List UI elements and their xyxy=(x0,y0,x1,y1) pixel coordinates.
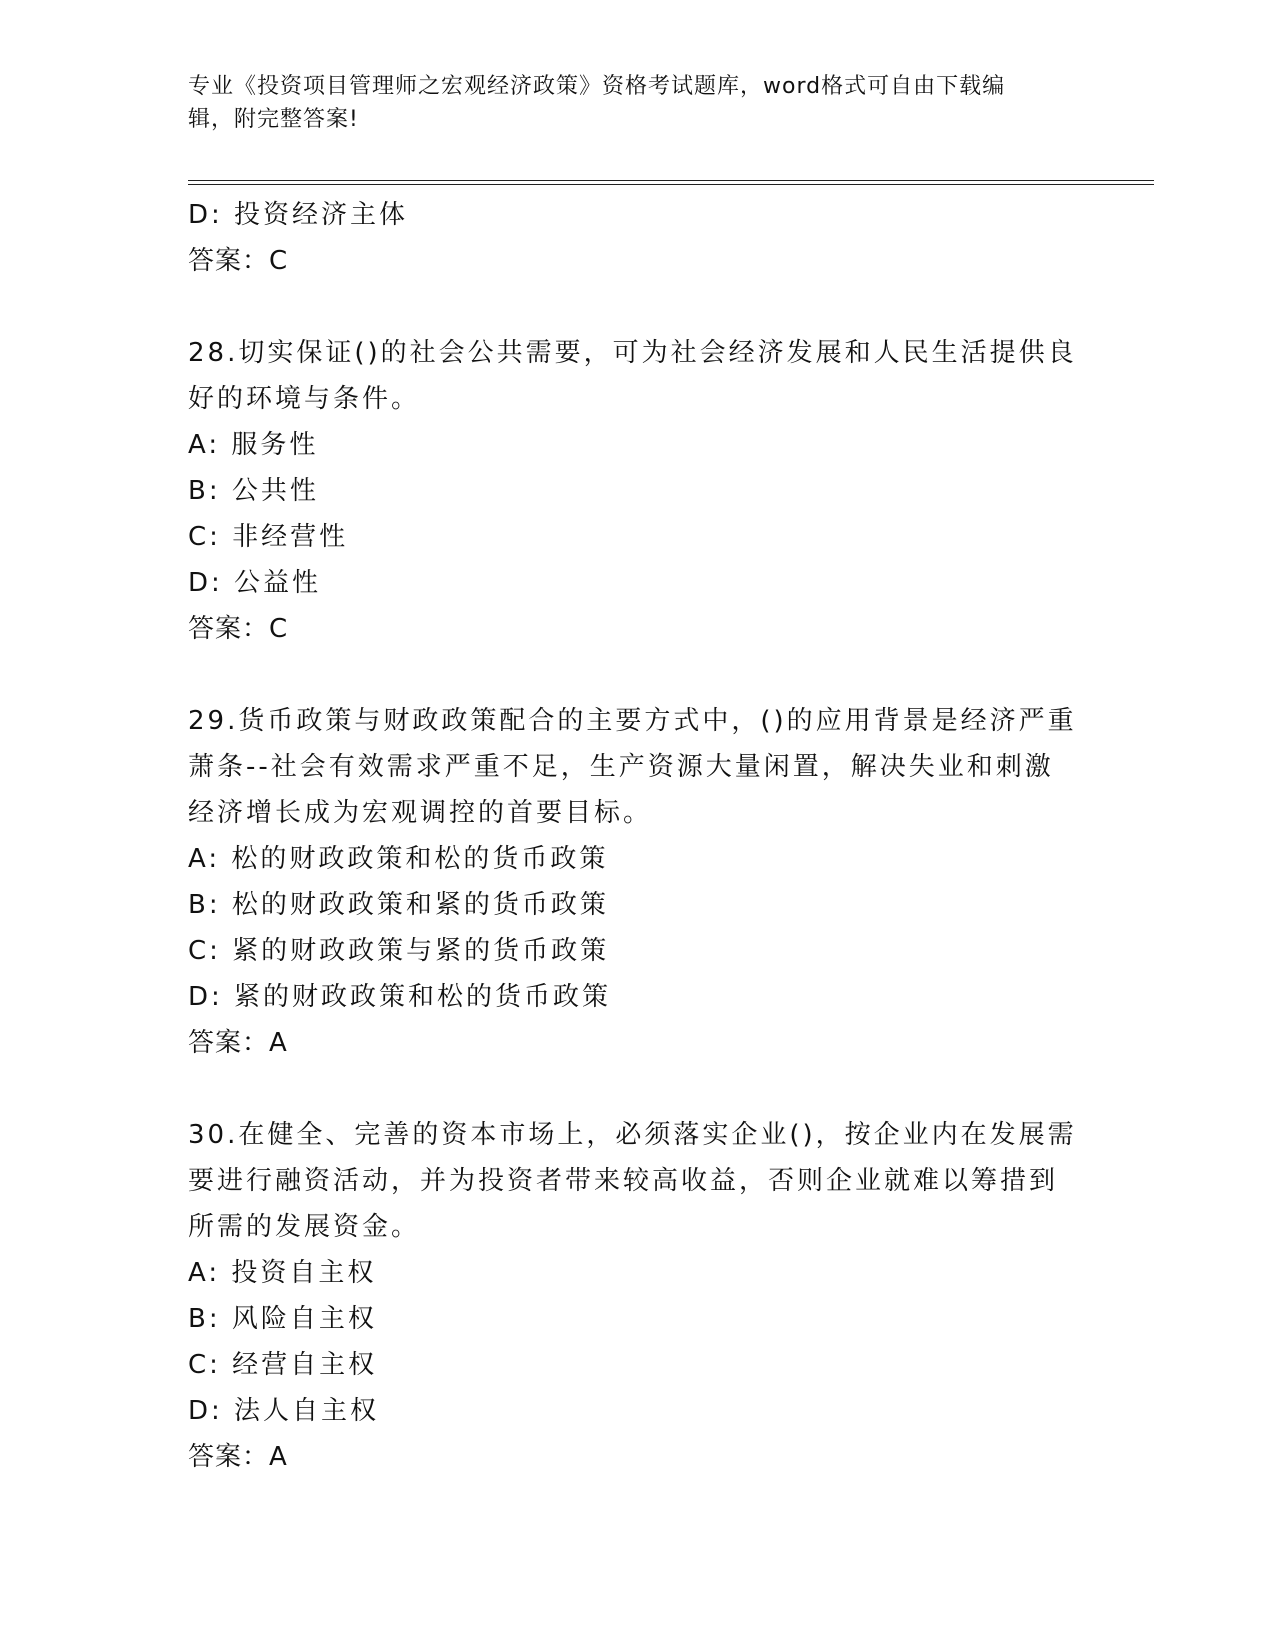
option-b: B: 松的财政政策和紧的货币政策 xyxy=(188,890,609,920)
option-b: B: 公共性 xyxy=(188,476,319,506)
question-28 xyxy=(188,330,1088,652)
option-a: A: 松的财政政策和松的货币政策 xyxy=(188,844,609,874)
question-30 xyxy=(188,1112,1088,1480)
option-d: D: 公益性 xyxy=(188,568,322,598)
option-c: C: 经营自主权 xyxy=(188,1350,378,1380)
answer: 答案：A xyxy=(188,1442,288,1472)
header-rule-top xyxy=(188,180,1154,181)
answer: 答案：A xyxy=(188,1028,288,1058)
option-a: A: 服务性 xyxy=(188,430,319,460)
header-line-1: 专业《投资项目管理师之宏观经济政策》资格考试题库，word格式可自由下载编 xyxy=(188,74,1006,99)
question-list xyxy=(188,192,1088,1480)
answer: 答案：C xyxy=(188,614,289,644)
spacer xyxy=(188,1066,1088,1112)
question-stem: 30.在健全、完善的资本市场上，必须落实企业()，按企业内在发展需要进行融资活动，并为投资者带来较高收益，否则企业就难以筹措到所需的发展资金。 xyxy=(188,1120,1077,1242)
option-c: C: 紧的财政政策与紧的货币政策 xyxy=(188,936,610,966)
header-line-2: 辑，附完整答案! xyxy=(188,107,359,132)
question-stem: 29.货币政策与财政政策配合的主要方式中，()的应用背景是经济严重萧条--社会有效需求严重不足，生产资源大量闲置，解决失业和刺激经济增长成为宏观调控的首要目标。 xyxy=(188,706,1077,828)
option-d: D: 紧的财政政策和松的货币政策 xyxy=(188,982,612,1012)
option-d: D: 法人自主权 xyxy=(188,1396,380,1426)
option-b: B: 风险自主权 xyxy=(188,1304,377,1334)
option-c: C: 非经营性 xyxy=(188,522,349,552)
document-header xyxy=(188,70,1088,136)
spacer xyxy=(188,652,1088,698)
header-rule-bottom xyxy=(188,184,1154,185)
spacer xyxy=(188,284,1088,330)
prev-answer: 答案：C xyxy=(188,246,289,276)
option-a: A: 投资自主权 xyxy=(188,1258,377,1288)
prev-option-d: D: 投资经济主体 xyxy=(188,200,409,230)
question-29 xyxy=(188,698,1088,1066)
question-stem: 28.切实保证()的社会公共需要，可为社会经济发展和人民生活提供良好的环境与条件。 xyxy=(188,338,1077,414)
